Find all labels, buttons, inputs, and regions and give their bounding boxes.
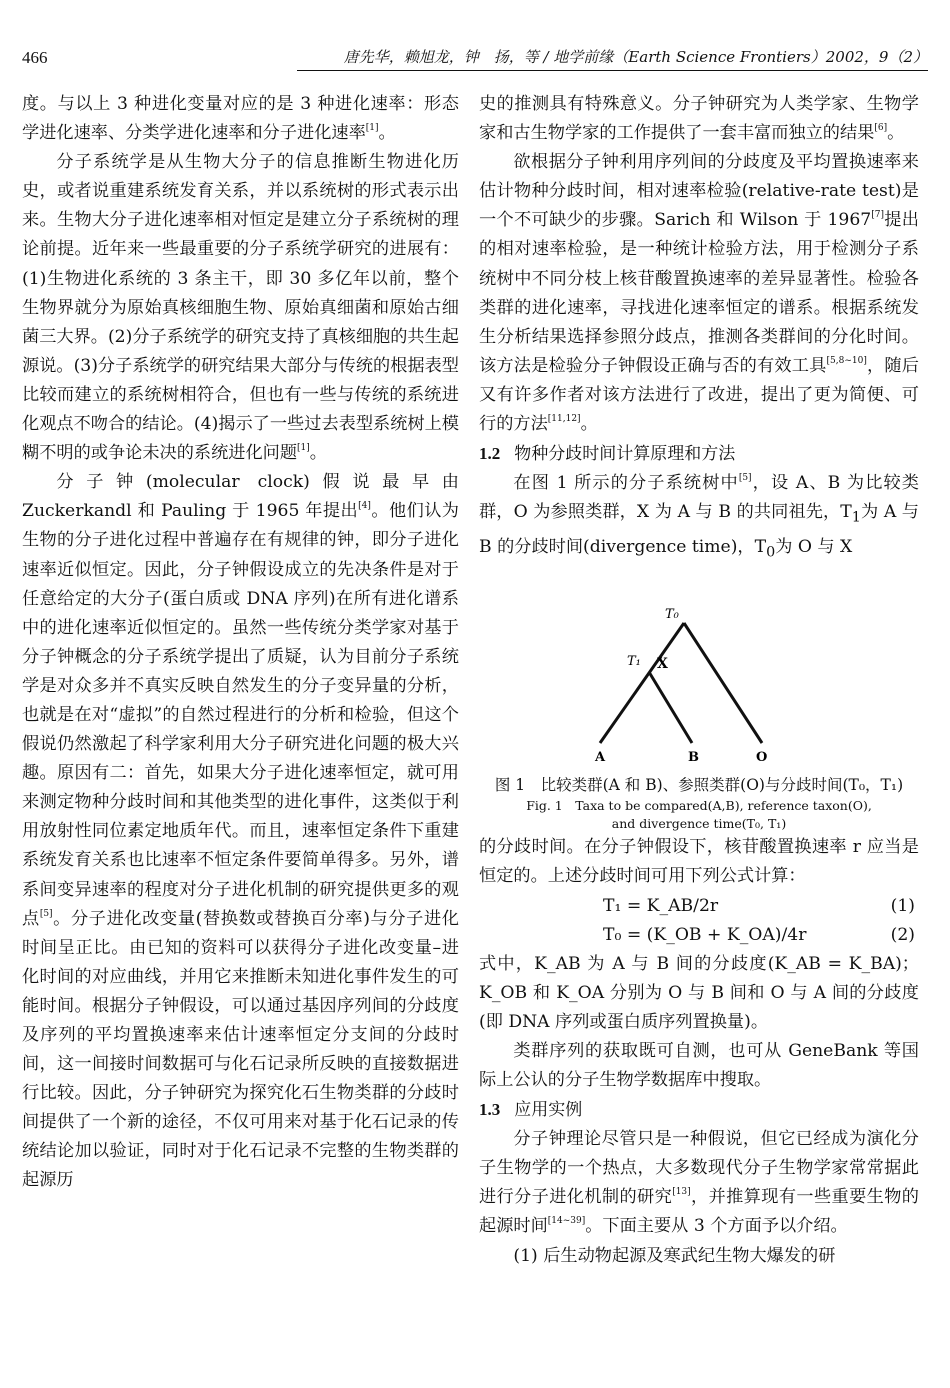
label-x: X — [657, 656, 668, 673]
section-heading-1-2: 1.2 物种分歧时间计算原理和方法 — [479, 444, 736, 465]
paragraph: 分子系统学是从生物大分子的信息推断生物进化历史，或者说重建系统发育关系，并以系统树的形式表示出来。生物大分子进化速率相对恒定是建立分子系统树的理论前提。近年来一些最重要的分子系统学研究的进展有：(1)生物进化系统的 3 条主干，即 30 多亿年以前，整个生物界就分为原始真核细胞生物、原始真细菌和原始古细菌三大界。(2)分子系统学的研究支持了真核细胞的共生起源说。(3)分子系统学的研究结果大部分与传统的根据表型比较而建立的系统树相符合，但也有一些与传统的系统进化观点不吻合的结论。(4)揭示了一些过去表型系统树上模糊不明的或争论未决的系统进化问题[1]。 — [22, 152, 459, 464]
paragraph: (1) 后生动物起源及寒武纪生物大爆发的研 — [513, 1245, 836, 1266]
page-number: 466 — [22, 48, 48, 67]
paragraph: 在图 1 所示的分子系统树中[5]，设 A、B 为比较类群，O 为参照类群，X 为 A 与 B 的共同祖先，$T_1$为 A 与 B 的分歧时间(divergence time)，$T_0$为 O 与 X — [479, 473, 919, 561]
right-column — [479, 90, 919, 1271]
paragraph: 分子钟理论尽管只是一种假说，但它已经成为演化分子生物学的一个热点，大多数现代分子生物学家常常据此进行分子进化机制的研究[13]，并推算现有一些重要生物的起源时间[14~39]。下面主要从 3 个方面予以介绍。 — [479, 1129, 919, 1237]
label-t0: T₀ — [665, 607, 679, 623]
branch-a — [600, 623, 684, 743]
paragraph: 类群序列的获取既可自测，也可从 GeneBank 等国际上公认的分子生物学数据库中搜取。 — [479, 1040, 919, 1090]
paragraph: 度。与以上 3 种进化变量对应的是 3 种进化速率：形态学进化速率、分类学进化速率和分子进化速率[1]。 — [22, 94, 459, 144]
label-t1: T₁ — [627, 654, 641, 670]
branch-b — [649, 672, 692, 743]
label-a: A — [595, 750, 606, 766]
paragraph: 史的推测具有特殊意义。分子钟研究为人类学家、生物学家和古生物学家的工作提供了一套丰富而独立的结果[6]。 — [479, 94, 919, 144]
figure-caption: 图 1 比较类群(A 和 B)、参照类群(O)与分歧时间(T₀，T₁) Fig. 1 Taxa to be compared(A,B), reference taxon(O), and divergence time(T₀, T₁) — [494, 776, 904, 832]
label-o: O — [756, 750, 768, 766]
branch-o — [684, 623, 762, 743]
paragraph: 的分歧时间。在分子钟假设下，核苷酸置换速率 r 应当是恒定的。上述分歧时间可用下列公式计算： — [479, 837, 919, 887]
phylogenetic-tree — [479, 601, 919, 765]
paragraph: 分子钟(molecular clock)假说最早由 Zuckerkandl 和 Pauling 于 1965 年提出[4]。他们认为生物的分子进化过程中普遍存在有规律的钟，即分子进化速率近似恒定。因此，分子钟假设成立的先决条件是对于任意给定的大分子(蛋白质或 DNA 序列)在所有进化谱系中的进化速率近似恒定的。虽然一些传统分类学家对基于分子钟概念的分子系统学提出了质疑，认为目前分子系统学是对众多并不真实反映自然发生的分子变异量的分析，也就是在对“虚拟”的自然过程进行的分析和检验，但这个假说仍然激起了科学家利用大分子研究进化问题的极大兴趣。原因有二：首先，如果大分子进化速率恒定，就可用来测定物种分歧时间和其他类型的进化事件，这类似于利用放射性同位素定地质年代。而且，速率恒定条件下重建系统发育关系也比速率不恒定条件要简单得多。另外，谱系间变异速率的程度对分子进化机制的研究提供更多的观点[5]。分子进化改变量(替换数或替换百分率)与分子进化时间呈正比。由已知的资料可以获得分子进化改变量–进化时间的对应曲线，并用它来推断未知进化事件发生的可能时间。根据分子钟假设，可以通过基因序列间的分歧度及序列的平均置换速率来估计速率恒定分支间的分歧时间，这一间接时间数据可与化石记录所反映的直接数据进行比较。因此，分子钟研究为探究化石生物类群的分歧时间提供了一个新的途径，不仅可用来对基于化石记录的传统结论加以验证，同时对于化石记录不完整的生物类群的起源历 — [22, 472, 459, 1191]
equation-1: T₁ = K_AB/2r (1) — [603, 895, 915, 916]
page-header — [22, 40, 928, 70]
running-head: 唐先华，赖旭龙，钟 扬，等 / 地学前缘（Earth Science Frontiers）2002，9（2） — [297, 46, 928, 71]
figure-1 — [479, 601, 919, 765]
paragraph: 欲根据分子钟利用序列间的分歧度及平均置换速率来估计物种分歧时间，相对速率检验(relative-rate test)是一个不可缺少的步骤。Sarich 和 Wilson 于 1967[7]提出的相对速率检验，是一种统计检验方法，用于检测分子系统树中不同分枝上核苷酸置换速率的差异显著性。检验各类群的进化速率，寻找进化速率恒定的谱系。根据系统发生分析结果选择参照分歧点，推测各类群间的分化时间。该方法是检验分子钟假设正确与否的有效工具[5,8~10]，随后又有许多作者对该方法进行了改进，提出了更为简便、可行的方法[11,12]。 — [479, 152, 919, 435]
section-heading-1-3: 1.3 应用实例 — [479, 1100, 583, 1121]
paragraph: 式中，K_AB 为 A 与 B 间的分歧度(K_AB = K_BA)；K_OB 和 K_OA 分别为 O 与 B 间和 O 与 A 间的分歧度(即 DNA 序列或蛋白质序列置换量)。 — [479, 953, 919, 1032]
equation-2: T₀ = (K_OB + K_OA)/4r (2) — [603, 924, 915, 945]
left-column — [22, 90, 459, 1196]
label-b: B — [688, 750, 699, 766]
